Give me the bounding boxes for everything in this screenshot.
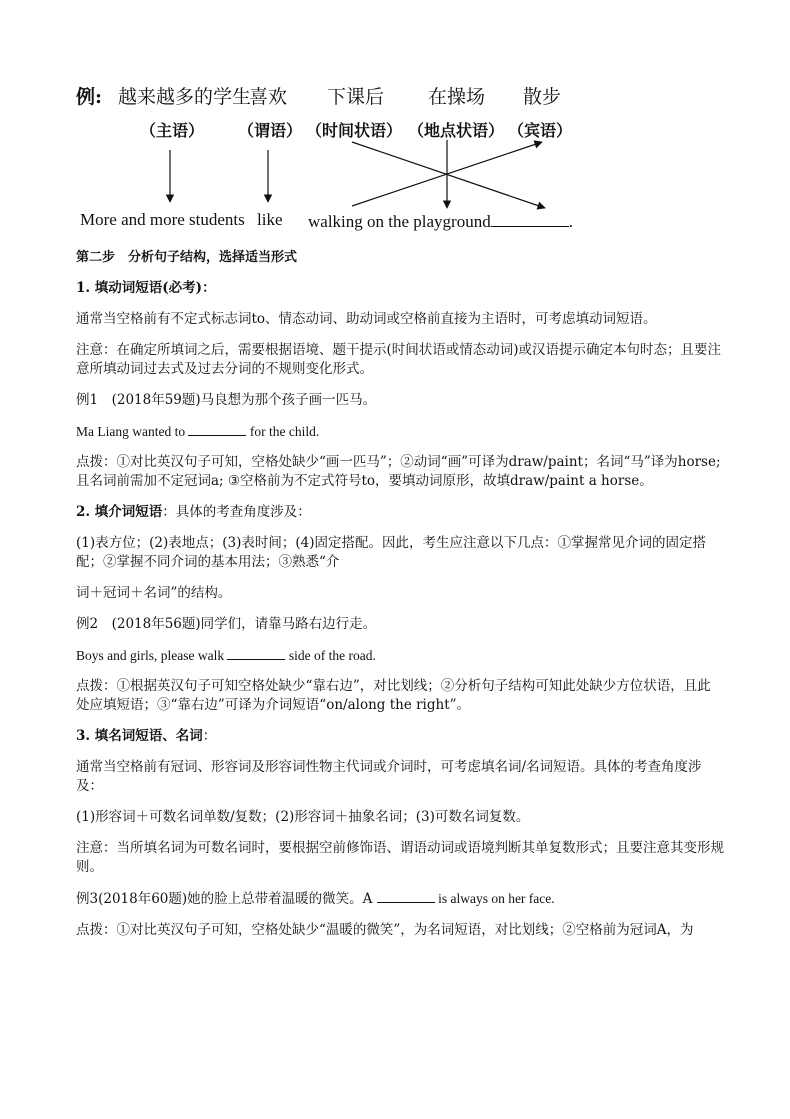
example-3-sentence (76, 889, 724, 909)
sentence-structure-diagram (0, 0, 790, 240)
example-3-blank (377, 889, 435, 903)
section-3-para-2: (1)形容词＋可数名词单数/复数；(2)形容词＋抽象名词；(3)可数名词复数。 (76, 809, 530, 825)
cn-word-place: 在操场 (428, 86, 486, 108)
section-2-heading: 2. 填介词短语 (76, 504, 163, 520)
section-3-para-1: 通常当空格前有冠词、形容词及形容词性物主代词或介词时，可考虑填名词/名词短语。具体的考查角度涉及： (76, 759, 702, 794)
example-1-title: 例1 (2018年59题)马良想为那个孩子画一匹马。 (76, 392, 377, 408)
role-time-adverbial: （时间状语） (306, 121, 403, 140)
example-1-before: Ma Liang wanted to (76, 424, 189, 439)
example-2-after: side of the road. (285, 648, 376, 663)
mapping-arrows (0, 0, 790, 240)
example-label: 例: (76, 86, 103, 108)
example-3-after: is always on her face. (434, 891, 555, 906)
cn-word-time: 下课后 (327, 86, 385, 108)
role-place-adverbial: （地点状语） (408, 121, 505, 140)
example-2-sentence (76, 646, 724, 665)
en-object-place: walking on the playground (308, 212, 491, 231)
example-2-title: 例2 (2018年56题)同学们，请靠马路右边行走。 (76, 616, 377, 632)
example-2-before: Boys and girls, please walk (76, 648, 228, 663)
section-1-heading: 1. 填动词短语(必考)： (76, 280, 216, 296)
example-2-blank (227, 646, 285, 660)
cn-word-subject: 越来越多的学生 (118, 86, 252, 108)
en-blank-line (491, 210, 569, 227)
example-1-tip: 点拨：①对比英汉句子可知，空格处缺少“画一匹马”；②动词“画”可译为draw/paint；名词“马”译为horse; 且名词前需加不定冠词a; ③空格前为不定式符号to，要填动词原形，故填draw/paint a horse。 (76, 454, 721, 489)
cn-word-verb: 喜欢 (249, 86, 288, 108)
section-2-para-1: (1)表方位；(2)表地点；(3)表时间；(4)固定搭配。因此，考生应注意以下几点：①掌握常见介词的固定搭配；②掌握不同介词的基本用法；③熟悉“介 (76, 535, 706, 570)
en-rest (308, 210, 573, 232)
section-1-note: 注意：在确定所填词之后，需要根据语境、题干提示(时间状语或情态动词)或汉语提示确定本句时态；且要注意所填动词过去式及过去分词的不规则变化形式。 (76, 342, 722, 377)
section-1-para-1: 通常当空格前有不定式标志词to、情态动词、助动词或空格前直接为主语时，可考虑填动词短语。 (76, 311, 657, 327)
example-3-tip: 点拨：①对比英汉句子可知，空格处缺少“温暖的微笑”，为名词短语，对比划线；②空格前为冠词A，为 (76, 922, 694, 938)
en-subject: More and more students (80, 210, 245, 229)
example-1-blank (188, 422, 246, 436)
section-2-heading-rest: ：具体的考查角度涉及： (162, 504, 311, 520)
role-object: （宾语） (508, 121, 573, 140)
main-text (76, 248, 724, 952)
cn-word-object: 散步 (523, 86, 562, 108)
section-2-para-2: 词＋冠词＋名词”的结构。 (76, 585, 232, 601)
section-3-heading: 3. 填名词短语、名词 (76, 728, 203, 744)
en-verb: like (257, 210, 283, 229)
arrow-time (352, 142, 545, 208)
example-1-sentence (76, 422, 724, 441)
example-3-before: 例3(2018年60题)她的脸上总带着温暖的微笑。A (76, 891, 377, 907)
section-3-heading-rest: ： (202, 728, 217, 744)
example-1-after: for the child. (246, 424, 320, 439)
role-predicate: （谓语） (238, 121, 303, 140)
section-3-note: 注意：当所填名词为可数名词时，要根据空前修饰语、谓语动词或语境判断其单复数形式；且要注意其变形规则。 (76, 840, 724, 875)
section-2-heading-line (76, 503, 724, 522)
section-3-heading-line (76, 727, 724, 746)
step-heading: 第二步 分析句子结构，选择适当形式 (76, 250, 298, 265)
role-subject: （主语） (140, 121, 205, 140)
example-2-tip: 点拨：①根据英汉句子可知空格处缺少“靠右边”，对比划线；②分析句子结构可知此处缺少方位状语，且此处应填短语；③“靠右边”可译为介词短语“on/along the right”。 (76, 678, 711, 713)
en-end-period: . (568, 212, 573, 231)
